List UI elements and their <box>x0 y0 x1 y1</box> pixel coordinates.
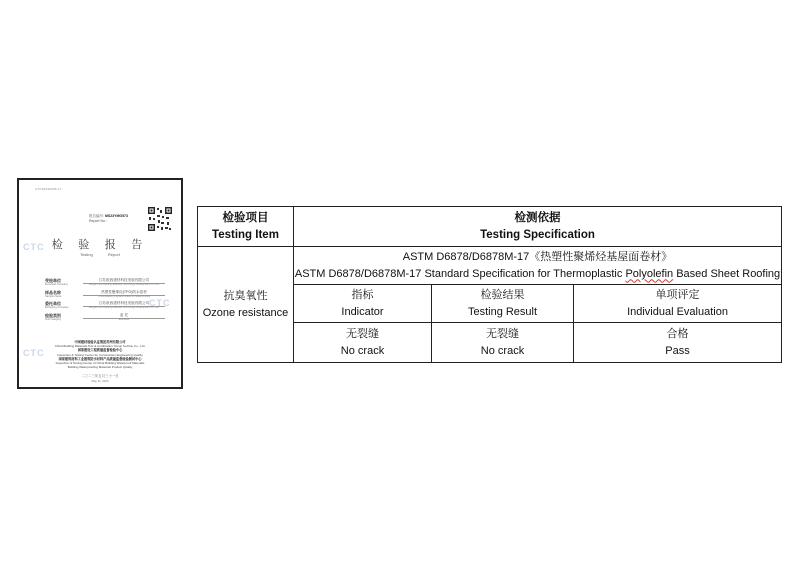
org-line: Inspection & Testing Center of China Building Waterproof Materials <box>55 361 145 366</box>
field-value-en: Jiangsu Ouxi Building Materials Technology Development Co., Ltd. <box>88 306 160 309</box>
watermark-text: CTC <box>149 298 171 308</box>
cover-field <box>45 301 165 313</box>
field-label-en: Entrusted Company <box>45 283 68 286</box>
col-indicator-cn: 指标 <box>351 288 374 301</box>
document-code: CTC20230005-17 <box>35 187 62 191</box>
spellcheck-underlined-word: Polyolefin <box>625 267 674 280</box>
field-label: 受检单位 <box>45 278 61 283</box>
header-spec-en: Testing Specification <box>480 228 595 241</box>
qr-code-icon <box>147 206 173 232</box>
field-label-en: Sample Name <box>45 294 62 298</box>
result-value-cell <box>432 323 574 363</box>
header-item-en: Testing Item <box>212 228 279 241</box>
evaluation-value-cell <box>574 323 782 363</box>
org-line: 国家建设工程质量监督检验中心 <box>77 348 123 353</box>
testing-item-cell <box>198 247 294 363</box>
result-en: No crack <box>480 344 525 357</box>
report-number <box>89 214 128 223</box>
issue-date-en: May 31, 2023 <box>91 379 109 383</box>
report-title: 检 验 报 告 <box>51 238 149 251</box>
org-line: Inspection & Testing Center for Construction Engineering Quality <box>57 352 143 357</box>
item-en: Ozone resistance <box>202 306 289 319</box>
cover-field <box>45 290 165 302</box>
org-line: 中国建材检验认证集团苏州有限公司 <box>74 340 126 344</box>
field-label-en: Entrusting Company <box>45 306 69 309</box>
field-value-en: Entrusted <box>118 317 130 321</box>
field-value-en: Jiangsu Ouxi Building Materials Technology Development Co., Ltd. <box>88 283 160 286</box>
spec-cn: ASTM D6878/D6878M-17《热塑性聚烯烃基屋面卷材》 <box>402 250 673 263</box>
report-cover-thumbnail <box>17 178 183 389</box>
field-label: 委托单位 <box>45 301 61 306</box>
specification-cell <box>294 247 782 285</box>
report-number-label-en: Report No.: <box>89 219 107 223</box>
watermark-text: CTC <box>23 348 45 358</box>
org-line: Building Waterproofing Materials Product Quality <box>67 365 133 370</box>
table-row <box>198 247 782 285</box>
org-line: China Building Materials Test & Certification Group Suzhou Co., Ltd. <box>54 344 146 349</box>
report-title-en-word: Report <box>107 252 120 257</box>
cover-field <box>45 278 165 290</box>
spec-en-text: Based Sheet Roofing <box>673 267 781 280</box>
header-testing-specification <box>294 207 782 247</box>
cover-fields <box>45 278 165 324</box>
test-specification-table <box>197 206 782 363</box>
col-result-header <box>432 285 574 323</box>
field-value: 江苏欧西建材科技发展有限公司 <box>83 301 165 307</box>
cover-field <box>45 313 165 325</box>
col-indicator-header <box>294 285 432 323</box>
table-header-row <box>198 207 782 247</box>
spec-en-text: ASTM D6878/D6878M-17 Standard Specification for Thermoplastic <box>294 267 626 280</box>
spec-en <box>294 266 781 283</box>
indicator-value-cell <box>294 323 432 363</box>
col-evaluation-header <box>574 285 782 323</box>
indicator-cn: 无裂缝 <box>346 327 379 340</box>
col-result-en: Testing Result <box>467 305 538 318</box>
field-label: 样品名称 <box>45 289 61 295</box>
header-spec-cn: 检测依据 <box>514 211 561 224</box>
watermark-text: CTC <box>23 242 45 252</box>
col-eval-en: Individual Evaluation <box>627 305 728 318</box>
indicator-en: No crack <box>340 344 385 357</box>
field-value: 江苏欧西建材科技发展有限公司 <box>83 278 165 284</box>
result-cn: 无裂缝 <box>486 327 519 340</box>
report-title-en <box>19 252 181 257</box>
item-cn: 抗臭氧性 <box>223 289 268 302</box>
report-title-en-word: Testing <box>80 252 93 257</box>
field-label-en: Test Category <box>45 317 62 321</box>
org-line: 国家建筑材料工业建筑防水材料产品质量监督检验测试中心 <box>58 356 142 361</box>
eval-cn: 合格 <box>666 327 689 340</box>
col-indicator-en: Indicator <box>341 305 384 318</box>
report-number-value: MS23YMG573 <box>104 214 128 218</box>
report-number-label: 报告编号: <box>89 214 104 218</box>
header-item-cn: 检验项目 <box>222 211 269 224</box>
eval-en: Pass <box>665 344 690 357</box>
field-value: 热塑性聚烯烃(TPO)防水卷材 <box>83 290 165 296</box>
field-value-en: Thermoplastic polyolefin sheets for waterproofing <box>97 294 151 298</box>
col-result-cn: 检验结果 <box>480 288 525 301</box>
field-label: 检验类别 <box>45 312 61 318</box>
field-value: 委 托 <box>83 313 165 319</box>
col-eval-cn: 单项评定 <box>655 288 700 301</box>
header-testing-item <box>198 207 294 247</box>
issuing-organizations <box>27 340 173 369</box>
issue-date: 二〇二三年五月三十一日 <box>81 374 119 378</box>
